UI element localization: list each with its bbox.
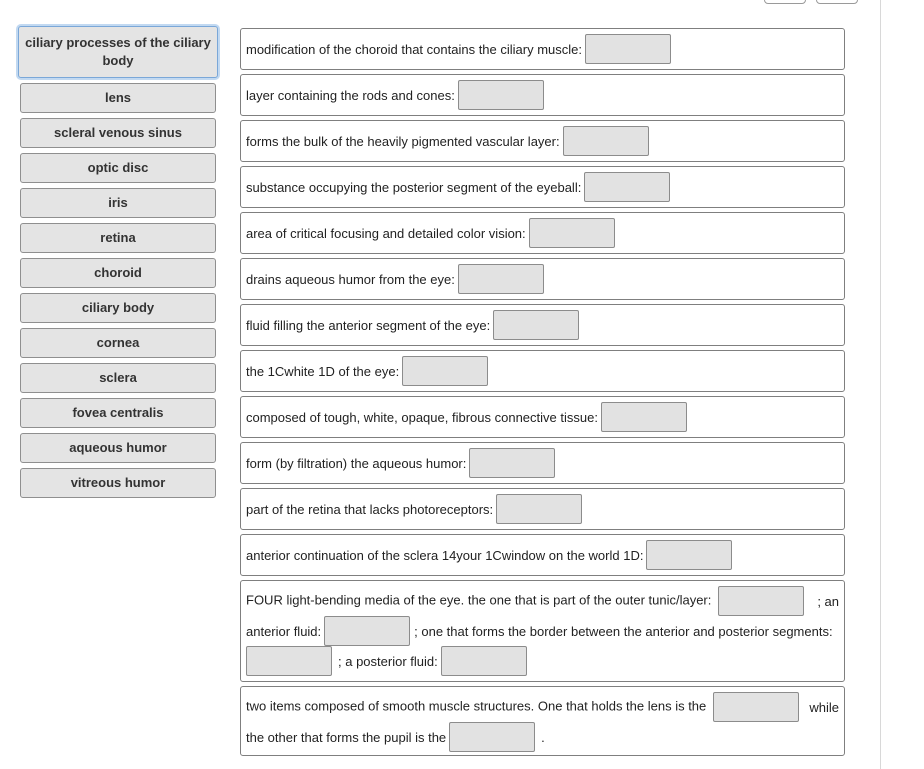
answer-drop-slot[interactable]: [585, 34, 671, 64]
answer-drop-slot[interactable]: [718, 586, 804, 616]
top-nav-button-left[interactable]: [764, 0, 806, 4]
question-row: [240, 28, 845, 70]
question-row: [240, 166, 845, 208]
question-text: forms the bulk of the heavily pigmented vascular layer:: [246, 133, 560, 149]
question-text: drains aqueous humor from the eye:: [246, 271, 455, 287]
answer-drop-slot[interactable]: [646, 540, 732, 570]
answer-drop-slot[interactable]: [469, 448, 555, 478]
question-text: part of the retina that lacks photoreceptors:: [246, 501, 494, 517]
question-row: [240, 488, 845, 530]
question-text: area of critical focusing and detailed color vision:: [246, 225, 526, 241]
word-chip[interactable]: lens: [20, 83, 216, 113]
answer-drop-slot[interactable]: [584, 172, 670, 202]
question-text: FOUR light-bending media of the eye. the one that is part of the outer tunic/layer:: [246, 592, 712, 608]
answer-drop-slot[interactable]: [493, 310, 579, 340]
question-row-multi: [240, 686, 845, 756]
top-nav-button-right[interactable]: [816, 0, 858, 4]
answer-drop-slot[interactable]: [246, 646, 332, 676]
question-text: anterior continuation of the sclera 14your 1Cwindow on the world 1D:: [246, 547, 644, 563]
question-text: anterior fluid:: [246, 623, 322, 639]
word-chip[interactable]: ciliary body: [20, 293, 216, 323]
answer-drop-slot[interactable]: [496, 494, 582, 524]
question-text: fluid filling the anterior segment of the eye:: [246, 317, 491, 333]
answer-drop-slot[interactable]: [458, 264, 544, 294]
question-list: [240, 28, 845, 760]
word-chip[interactable]: optic disc: [20, 153, 216, 183]
answer-drop-slot[interactable]: [601, 402, 687, 432]
question-text: while: [809, 699, 839, 715]
question-text: the other that forms the pupil is the: [246, 729, 447, 745]
question-row-multi: [240, 580, 845, 682]
question-row: [240, 120, 845, 162]
word-chip[interactable]: sclera: [20, 363, 216, 393]
question-text: ; a posterior fluid:: [338, 653, 438, 669]
answer-drop-slot[interactable]: [441, 646, 527, 676]
question-text: substance occupying the posterior segment of the eyeball:: [246, 179, 582, 195]
word-chip[interactable]: cornea: [20, 328, 216, 358]
question-row: [240, 350, 845, 392]
answer-drop-slot[interactable]: [529, 218, 615, 248]
question-row: [240, 442, 845, 484]
answer-drop-slot[interactable]: [449, 722, 535, 752]
word-chip[interactable]: scleral venous sinus: [20, 118, 216, 148]
word-chip[interactable]: iris: [20, 188, 216, 218]
question-row: [240, 304, 845, 346]
question-text: modification of the choroid that contains the ciliary muscle:: [246, 41, 583, 57]
question-text: the 1Cwhite 1D of the eye:: [246, 363, 400, 379]
answer-drop-slot[interactable]: [563, 126, 649, 156]
question-text: layer containing the rods and cones:: [246, 87, 455, 103]
question-row: [240, 258, 845, 300]
word-chip[interactable]: vitreous humor: [20, 468, 216, 498]
page-edge-divider: [880, 0, 881, 769]
word-chip[interactable]: ciliary processes of the ciliary body: [18, 26, 218, 78]
question-row: [240, 212, 845, 254]
question-row: [240, 74, 845, 116]
answer-drop-slot[interactable]: [324, 616, 410, 646]
answer-drop-slot[interactable]: [713, 692, 799, 722]
word-chip[interactable]: retina: [20, 223, 216, 253]
question-text: composed of tough, white, opaque, fibrous connective tissue:: [246, 409, 598, 425]
word-chip[interactable]: choroid: [20, 258, 216, 288]
word-chip[interactable]: fovea centralis: [20, 398, 216, 428]
question-text: form (by filtration) the aqueous humor:: [246, 455, 467, 471]
question-text: ; one that forms the border between the anterior and posterior segments:: [414, 623, 833, 639]
word-chip[interactable]: aqueous humor: [20, 433, 216, 463]
question-text: .: [541, 729, 545, 745]
question-text: ; an: [817, 593, 839, 609]
question-text: two items composed of smooth muscle structures. One that holds the lens is the: [246, 698, 707, 714]
answer-drop-slot[interactable]: [458, 80, 544, 110]
answer-drop-slot[interactable]: [402, 356, 488, 386]
question-row: [240, 534, 845, 576]
word-bank: [18, 26, 218, 503]
question-row: [240, 396, 845, 438]
